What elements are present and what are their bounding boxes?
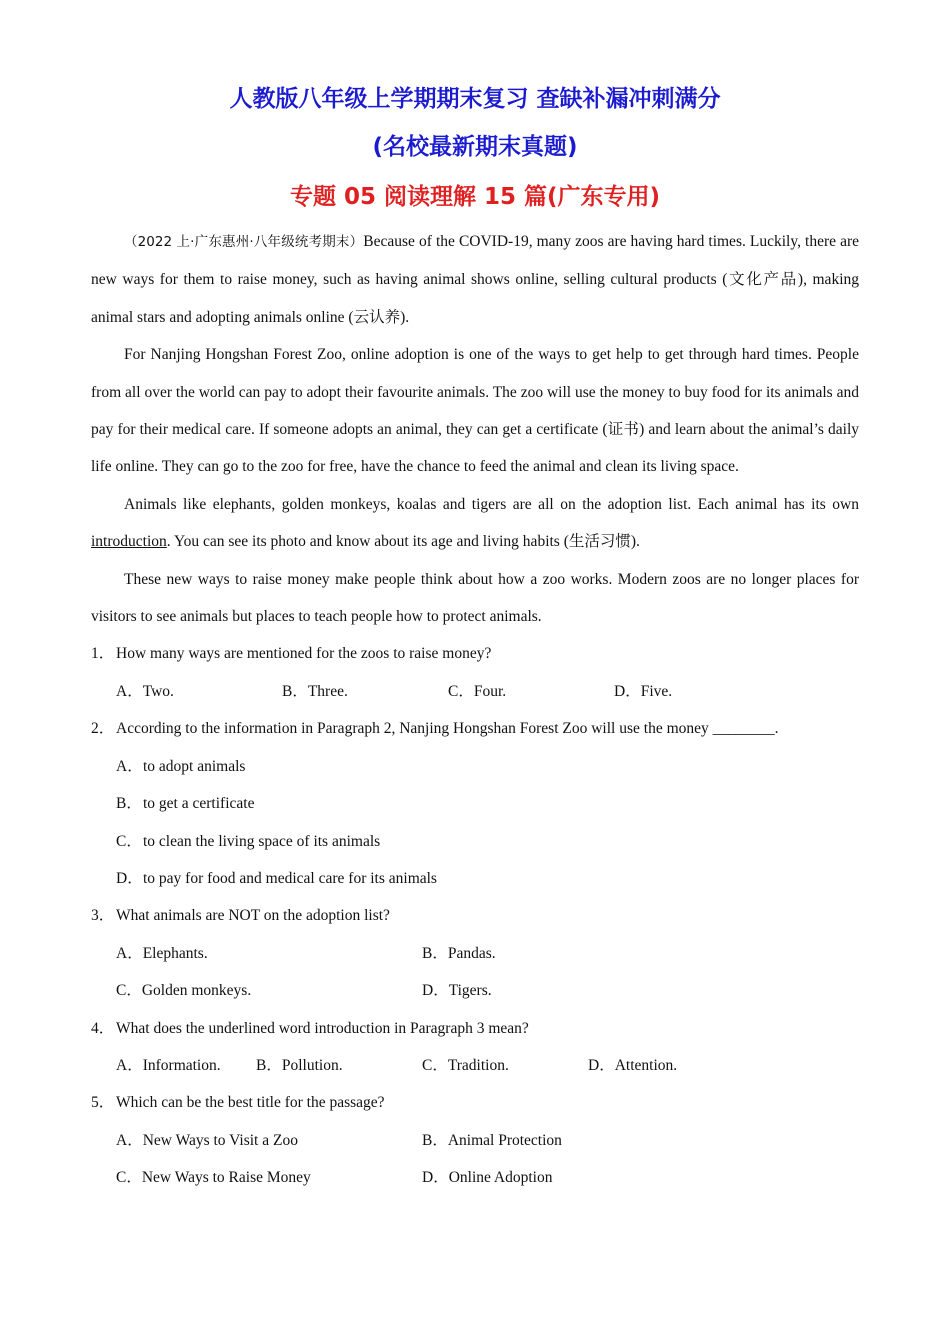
- underlined-word: introduction: [91, 533, 167, 551]
- option-b[interactable]: [422, 935, 496, 972]
- option-b[interactable]: [91, 785, 859, 822]
- option-text: to adopt animals: [143, 757, 246, 775]
- option-text: Tradition.: [447, 1056, 509, 1074]
- option-text: New Ways to Raise Money: [141, 1169, 311, 1187]
- option-letter: B．: [422, 1131, 448, 1149]
- option-text: Information.: [142, 1056, 221, 1074]
- option-letter: C．: [116, 832, 142, 850]
- question-text: What animals are NOT on the adoption list?: [116, 907, 390, 925]
- option-d[interactable]: [588, 1047, 677, 1084]
- question-5: [91, 1084, 859, 1121]
- passage-paragraph-3: [91, 486, 859, 561]
- option-letter: D．: [588, 1056, 615, 1074]
- option-c[interactable]: [116, 1159, 422, 1196]
- option-letter: D．: [422, 982, 449, 1000]
- passage-paragraph-2: For Nanjing Hongshan Forest Zoo, online adoption is one of the ways to get help to get through hard times. People from all over the world can pay to adopt their favourite animals. The zoo will use the money to buy food for its animals and pay for their medical care. If someone adopts an animal, they can get a certificate (证书) and learn about the animal’s daily life online. They can go to the zoo for free, have the chance to feed the animal and clean its living space.: [91, 346, 859, 476]
- option-d[interactable]: [422, 1159, 552, 1196]
- question-5-options-row-1: [91, 1122, 859, 1159]
- option-c[interactable]: [91, 823, 859, 860]
- option-b[interactable]: [282, 673, 448, 710]
- option-letter: D．: [614, 682, 641, 700]
- option-letter: B．: [282, 682, 308, 700]
- option-text: to pay for food and medical care for its animals: [143, 869, 437, 887]
- option-letter: C．: [448, 682, 474, 700]
- option-c[interactable]: [448, 673, 614, 710]
- option-a[interactable]: [91, 748, 859, 785]
- option-letter: A．: [116, 1056, 143, 1074]
- option-c[interactable]: [116, 972, 422, 1009]
- passage-paragraph-1: [91, 223, 859, 336]
- question-number: 2．: [91, 720, 115, 738]
- question-5-options-row-2: [91, 1159, 859, 1196]
- option-text: Pollution.: [281, 1056, 343, 1074]
- topic-title: 专题 05 阅读理解 15 篇(广东专用): [289, 184, 661, 210]
- option-text: Golden monkeys.: [141, 982, 252, 1000]
- option-d[interactable]: [422, 972, 492, 1009]
- question-1-options: [91, 673, 859, 710]
- question-number: 3．: [91, 907, 115, 925]
- question-text: What does the underlined word introduction in Paragraph 3 mean?: [116, 1019, 529, 1037]
- question-3-options-row-2: [91, 972, 859, 1009]
- document-title: 人教版八年级上学期期末复习 查缺补漏冲刺满分: [229, 86, 721, 112]
- option-letter: C．: [422, 1056, 448, 1074]
- question-number: 5．: [91, 1094, 115, 1112]
- option-a[interactable]: [116, 1047, 256, 1084]
- paragraph-1-text: Because of the COVID-19, many zoos are having hard times. Luckily, there are new ways for them to raise money, such as having animal shows online, selling cultural products (文化产品), making animal stars and adopting animals online (云认养).: [91, 233, 859, 326]
- option-text: Four.: [473, 682, 507, 700]
- question-4: [91, 1010, 859, 1047]
- option-text: Two.: [142, 682, 174, 700]
- option-text: Elephants.: [142, 944, 208, 962]
- question-number: 4．: [91, 1019, 115, 1037]
- option-b[interactable]: [422, 1122, 562, 1159]
- question-number: 1．: [91, 645, 115, 663]
- question-2: [91, 710, 859, 747]
- option-d[interactable]: [614, 673, 672, 710]
- option-d[interactable]: [91, 860, 859, 897]
- passage-source: （2022 上·广东惠州·八年级统考期末）: [124, 234, 364, 250]
- question-1: [91, 635, 859, 672]
- option-letter: C．: [116, 982, 142, 1000]
- option-letter: D．: [116, 869, 143, 887]
- option-text: Online Adoption: [448, 1169, 553, 1187]
- option-letter: A．: [116, 757, 143, 775]
- option-letter: C．: [116, 1169, 142, 1187]
- option-text: to get a certificate: [143, 795, 255, 813]
- option-text: Pandas.: [447, 944, 496, 962]
- option-text: Five.: [640, 682, 673, 700]
- option-c[interactable]: [422, 1047, 588, 1084]
- option-text: to clean the living space of its animals: [143, 832, 381, 850]
- passage-paragraph-4: These new ways to raise money make people think about how a zoo works. Modern zoos are no longer places for visitors to see animals but places to teach people how to protect animals.: [91, 570, 859, 626]
- option-text: Animal Protection: [447, 1131, 562, 1149]
- option-letter: B．: [256, 1056, 282, 1074]
- option-text: Attention.: [614, 1056, 678, 1074]
- question-4-options: [91, 1047, 859, 1084]
- option-letter: A．: [116, 944, 143, 962]
- option-letter: B．: [422, 944, 448, 962]
- paragraph-3-before: Animals like elephants, golden monkeys, koalas and tigers are all on the adoption list. Each animal has its own: [124, 495, 859, 513]
- question-text: Which can be the best title for the passage?: [116, 1094, 385, 1112]
- question-3: [91, 897, 859, 934]
- question-3-options-row-1: [91, 935, 859, 972]
- document-subtitle: (名校最新期末真题): [372, 134, 578, 160]
- option-b[interactable]: [256, 1047, 422, 1084]
- option-letter: A．: [116, 1131, 143, 1149]
- option-letter: A．: [116, 682, 143, 700]
- option-text: New Ways to Visit a Zoo: [142, 1131, 298, 1149]
- option-a[interactable]: [116, 673, 282, 710]
- option-text: Tigers.: [448, 982, 492, 1000]
- option-a[interactable]: [116, 1122, 422, 1159]
- question-text: How many ways are mentioned for the zoos to raise money?: [116, 645, 492, 663]
- option-a[interactable]: [116, 935, 422, 972]
- paragraph-3-after: . You can see its photo and know about its age and living habits (生活习惯).: [166, 533, 640, 551]
- option-text: Three.: [307, 682, 348, 700]
- question-text: According to the information in Paragraph 2, Nanjing Hongshan Forest Zoo will use the money ________.: [116, 720, 779, 738]
- option-letter: B．: [116, 795, 142, 813]
- option-letter: D．: [422, 1169, 449, 1187]
